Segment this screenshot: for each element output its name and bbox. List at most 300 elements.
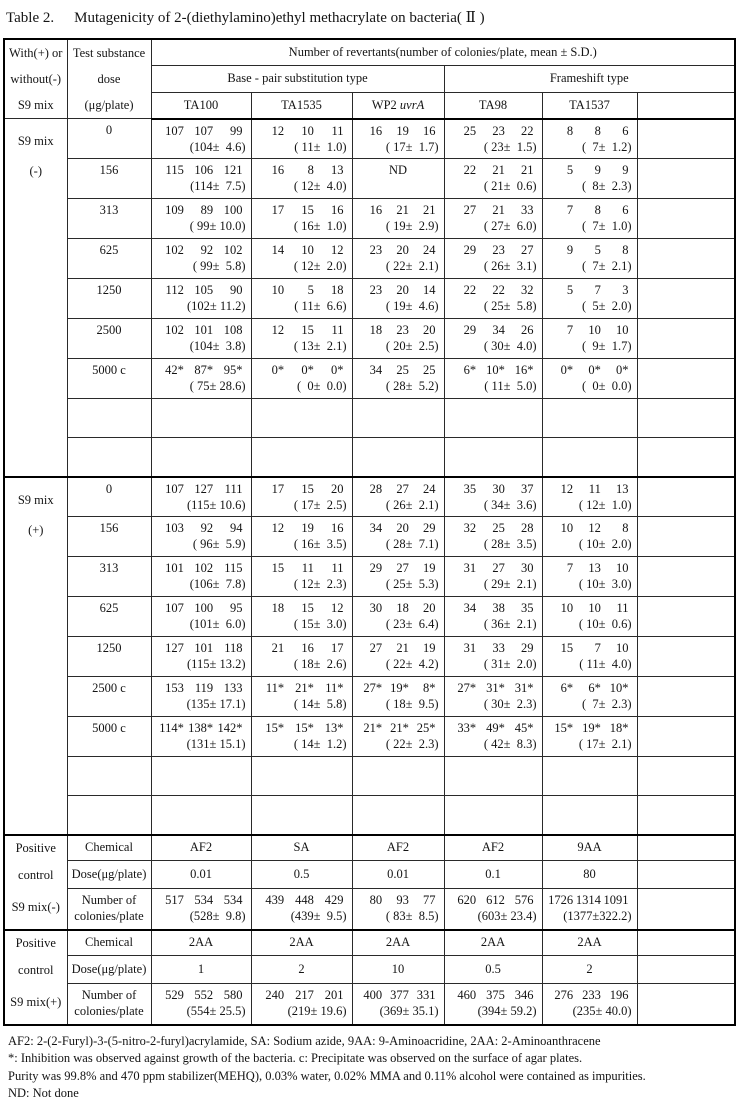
plate-counts	[445, 239, 542, 258]
plate-counts	[252, 637, 352, 656]
dose-value: 5000 c	[67, 359, 151, 399]
plate-counts	[445, 478, 542, 497]
result-cell	[352, 319, 444, 359]
plate-count: 8*	[423, 681, 436, 695]
plate-count: 27	[396, 481, 409, 496]
plate-count: 15	[271, 561, 285, 575]
mean-sd-value: ( 10± 0.6)	[578, 617, 632, 631]
empty-result-cell	[251, 796, 352, 835]
result-cell	[352, 477, 444, 517]
result-cell	[542, 279, 637, 319]
empty-cell	[637, 889, 735, 930]
empty-cell	[637, 477, 735, 517]
empty-cell	[637, 835, 735, 861]
plate-count: 30	[369, 601, 383, 615]
plate-count: 107	[165, 601, 184, 615]
empty-result-cell	[352, 796, 444, 835]
mean-sd-value: ( 99± 5.8)	[192, 259, 246, 273]
plate-count: 119	[194, 681, 214, 695]
footnote-purity: Purity was 99.8% and 470 ppm stabilizer(MEHQ), 0.03% water, 0.02% MMA and 0.11% alcohol were contained as impurities.	[8, 1068, 646, 1083]
plate-count: 1314	[575, 893, 601, 908]
plate-count: 8	[307, 163, 314, 177]
plate-count: 27*	[363, 681, 383, 695]
label-line: Number of	[81, 893, 137, 908]
plate-count: 22	[463, 283, 477, 297]
mutagenicity-table-body	[4, 39, 735, 1025]
plate-count: 15	[301, 203, 314, 217]
plate-counts	[353, 717, 444, 736]
result-cell	[151, 159, 251, 199]
plate-count: 22	[521, 123, 534, 138]
empty-result-cell	[444, 757, 542, 796]
plate-count: 102	[165, 243, 184, 257]
empty-cell	[637, 159, 735, 199]
plate-count: 80	[369, 893, 383, 908]
mean-sd-value: ( 17± 2.1)	[578, 737, 632, 751]
plate-count: 114*	[159, 721, 184, 735]
plate-count: 112	[165, 283, 184, 297]
mean-sd-value: ( 11± 4.0)	[579, 657, 632, 671]
empty-cell	[637, 119, 735, 159]
plate-count: 21	[521, 163, 534, 177]
mean-sd-value: ( 17± 2.5)	[293, 497, 347, 512]
mean-sd-value: ( 9± 1.7)	[581, 339, 632, 353]
empty-cell	[637, 955, 735, 984]
result-cell	[542, 677, 637, 717]
chemical-name: 2AA	[151, 930, 251, 956]
plate-counts	[445, 637, 542, 656]
mean-sd-value: ( 25± 5.3)	[385, 577, 439, 591]
empty-result-cell	[352, 757, 444, 796]
mean-sd-value: ( 11± 5.0)	[484, 379, 537, 393]
mean-sd-value: ( 12± 2.0)	[293, 259, 347, 273]
plate-count: 90	[229, 283, 243, 297]
plate-counts	[252, 120, 352, 139]
dose-value: 313	[67, 199, 151, 239]
plate-count: 21	[423, 203, 436, 217]
result-cell	[444, 159, 542, 199]
plate-count: 534	[194, 893, 214, 908]
plate-count: 33	[521, 203, 534, 217]
plate-count: 10	[301, 123, 314, 138]
result-cell	[444, 359, 542, 399]
plate-count: 18	[271, 601, 285, 615]
plate-count: 95*	[223, 363, 243, 377]
plate-counts	[152, 637, 251, 656]
positive-control-result-cell	[151, 984, 251, 1025]
result-cell	[151, 239, 251, 279]
mutagenicity-table	[3, 38, 736, 1026]
positive-control-result-cell	[251, 889, 352, 930]
plate-counts	[252, 279, 352, 298]
result-cell	[542, 717, 637, 757]
plate-counts	[152, 279, 251, 298]
plate-count: 276	[554, 988, 574, 1003]
result-cell	[352, 159, 444, 199]
mean-sd-value: ( 21± 0.6)	[483, 179, 537, 193]
section-label-line: S9 mix	[17, 134, 54, 148]
plate-count: 21	[492, 163, 505, 177]
plate-count: 11	[331, 323, 344, 337]
frameshift-header: Frameshift type	[444, 66, 735, 93]
plate-counts	[353, 637, 444, 656]
header-line: (μg/plate)	[84, 98, 134, 112]
plate-count: 0*	[560, 363, 574, 377]
result-cell	[444, 119, 542, 159]
mean-sd-value: ( 22± 2.3)	[385, 737, 439, 751]
chemical-name: 9AA	[542, 835, 637, 861]
mean-sd-value: (101± 6.0)	[189, 617, 246, 631]
plate-counts	[152, 199, 251, 218]
result-cell	[444, 517, 542, 557]
plate-count: 15	[301, 601, 314, 615]
plate-counts	[353, 199, 444, 218]
plate-count: 15*	[265, 721, 285, 735]
plate-count: 102	[165, 323, 184, 337]
plate-count: 576	[514, 893, 534, 908]
empty-result-cell	[251, 399, 352, 438]
plate-count: 24	[423, 243, 436, 257]
positive-control-label-line: control	[18, 867, 54, 882]
result-cell	[151, 557, 251, 597]
empty-result-cell	[444, 399, 542, 438]
plate-count: 27*	[457, 681, 477, 695]
empty-result-cell	[151, 796, 251, 835]
table-number-label: Table 2.	[6, 10, 55, 26]
plate-counts	[543, 557, 637, 576]
plate-count: 100	[194, 601, 214, 615]
empty-result-cell	[637, 796, 735, 835]
mean-sd-value: ( 8± 2.3)	[581, 179, 632, 193]
plate-count: 101	[194, 323, 214, 337]
result-cell	[542, 557, 637, 597]
plate-count: 12	[271, 323, 285, 337]
plate-count: 20	[396, 521, 409, 535]
dose-value: 625	[67, 239, 151, 279]
plate-counts	[445, 517, 542, 536]
mean-sd-value: ( 25± 5.8)	[483, 299, 537, 313]
plate-count: 127	[165, 641, 184, 655]
plate-count: 10	[588, 601, 601, 615]
label-line: Number of	[81, 988, 137, 1003]
plate-count: 33*	[457, 721, 477, 735]
mean-sd-value: ( 7± 1.0)	[581, 219, 632, 233]
footnote-abbreviations: AF2: 2-(2-Furyl)-3-(5-nitro-2-furyl)acrylamide, SA: Sodium azide, 9AA: 9-Aminoacridine, 2AA: 2-Aminoanthracene	[8, 1033, 601, 1048]
plate-counts	[543, 279, 637, 298]
mean-sd-value: ( 11± 6.6)	[294, 299, 347, 313]
header-line: S9 mix	[17, 98, 54, 112]
plate-count: 92	[200, 521, 214, 535]
plate-count: 99	[229, 123, 243, 138]
empty-result-cell	[251, 757, 352, 796]
plate-count: 620	[457, 893, 477, 908]
chemical-name: SA	[251, 835, 352, 861]
result-cell	[444, 199, 542, 239]
plate-count: 5	[307, 283, 314, 297]
mean-sd-value: (135± 17.1)	[186, 697, 246, 711]
plate-count: 109	[165, 203, 184, 217]
plate-counts	[543, 478, 637, 497]
plate-counts	[252, 478, 352, 497]
number-of-colonies-label	[67, 984, 151, 1025]
plate-count: 10	[271, 283, 285, 297]
table-title	[6, 8, 736, 27]
plate-count: 23	[369, 283, 383, 297]
empty-cell	[637, 677, 735, 717]
result-cell	[444, 319, 542, 359]
plate-count: 15*	[554, 721, 574, 735]
plate-count: 106	[194, 163, 214, 177]
plate-counts	[445, 359, 542, 378]
plate-counts	[353, 557, 444, 576]
label-line: colonies/plate	[74, 1004, 144, 1019]
plate-count: 24	[423, 481, 436, 496]
result-cell	[251, 477, 352, 517]
positive-control-result-cell	[151, 889, 251, 930]
plate-count: 21*	[363, 721, 383, 735]
empty-cell	[637, 930, 735, 956]
plate-counts	[252, 984, 352, 1003]
plate-count: 115	[224, 561, 243, 575]
dose-value: 313	[67, 557, 151, 597]
empty-result-cell	[542, 399, 637, 438]
chemical-name: AF2	[444, 835, 542, 861]
plate-count: 25	[492, 521, 505, 535]
plate-counts	[543, 120, 637, 139]
empty-result-cell	[251, 438, 352, 477]
plate-counts	[543, 319, 637, 338]
plate-count: 15*	[295, 721, 314, 735]
plate-count: 35	[463, 481, 477, 496]
plate-count: 11	[331, 561, 344, 575]
empty-dose-cell	[67, 399, 151, 438]
plate-counts	[152, 120, 251, 139]
plate-count: 448	[295, 893, 314, 908]
plate-count: 103	[165, 521, 184, 535]
plate-count: 0*	[271, 363, 285, 377]
mean-sd-value: ( 18± 2.6)	[293, 657, 347, 671]
mean-sd-value: (219± 19.6)	[287, 1004, 347, 1019]
plate-count: 0*	[588, 363, 601, 377]
plate-count: 6*	[588, 681, 601, 695]
plate-count: 529	[165, 988, 184, 1003]
empty-result-cell	[637, 399, 735, 438]
plate-count: 29	[521, 641, 534, 655]
plate-count: 16	[331, 521, 344, 535]
plate-count: 12	[560, 481, 574, 496]
mean-sd-value: ( 42± 8.3)	[483, 737, 537, 751]
plate-count: 6	[622, 203, 629, 217]
plate-count: 38	[492, 601, 505, 615]
plate-counts	[252, 517, 352, 536]
result-cell	[542, 517, 637, 557]
mean-sd-value: ( 96± 5.9)	[192, 537, 246, 551]
empty-cell	[637, 359, 735, 399]
plate-counts	[152, 557, 251, 576]
plate-count: 108	[223, 323, 243, 337]
empty-cell	[637, 860, 735, 889]
plate-count: 105	[194, 283, 214, 297]
result-cell	[352, 359, 444, 399]
plate-count: 16	[271, 163, 285, 177]
header-line: With(+) or	[9, 46, 63, 60]
chemical-dose: 1	[151, 955, 251, 984]
mean-sd-value: ( 23± 6.4)	[385, 617, 439, 631]
plate-count: 49*	[486, 721, 505, 735]
plate-counts	[445, 597, 542, 616]
footnotes	[8, 1033, 736, 1103]
plate-count: 15	[301, 481, 314, 496]
mean-sd-value: ( 16± 3.5)	[293, 537, 347, 551]
plate-count: 377	[390, 988, 409, 1003]
chemical-dose: 2	[542, 955, 637, 984]
plate-count: 16	[369, 203, 383, 217]
plate-count: 21*	[390, 721, 409, 735]
positive-control-label-minus	[4, 835, 67, 930]
positive-control-result-cell	[352, 984, 444, 1025]
empty-cell	[637, 637, 735, 677]
plate-counts	[252, 717, 352, 736]
result-cell	[251, 199, 352, 239]
mean-sd-value: (554± 25.5)	[186, 1004, 246, 1019]
plate-count: 10	[616, 323, 629, 337]
plate-counts	[353, 597, 444, 616]
chemical-name: 2AA	[444, 930, 542, 956]
plate-counts	[152, 597, 251, 616]
plate-count: 33	[492, 641, 505, 655]
plate-count: 0*	[331, 363, 344, 377]
plate-counts	[252, 557, 352, 576]
section-label-s9-plus	[4, 477, 67, 835]
plate-count: 23	[492, 123, 505, 138]
mean-sd-value: (115± 13.2)	[187, 657, 246, 671]
dose-value: 5000 c	[67, 717, 151, 757]
table-title-text: Mutagenicity of 2-(diethylamino)ethyl methacrylate on bacteria( Ⅱ )	[74, 10, 485, 26]
plate-counts	[252, 199, 352, 218]
plate-count: 27	[369, 641, 383, 655]
plate-count: 30	[521, 561, 534, 575]
result-cell	[251, 677, 352, 717]
s9-mix-column-header	[4, 39, 67, 119]
mean-sd-value: ( 26± 2.1)	[385, 497, 439, 512]
plate-counts	[152, 517, 251, 536]
plate-count: 28	[369, 481, 383, 496]
label-line: colonies/plate	[74, 909, 144, 924]
chemical-row-label: Chemical	[67, 930, 151, 956]
empty-cell	[637, 597, 735, 637]
plate-count: 19	[396, 123, 409, 138]
result-cell	[151, 199, 251, 239]
plate-count: 580	[223, 988, 243, 1003]
plate-count: 6*	[560, 681, 574, 695]
dose-value: 1250	[67, 279, 151, 319]
plate-count: 13	[331, 163, 344, 177]
plate-count: 29	[463, 323, 477, 337]
plate-count: 138*	[188, 721, 214, 735]
section-label-line: S9 mix	[17, 492, 54, 507]
result-cell	[352, 637, 444, 677]
positive-control-result-cell	[251, 984, 352, 1025]
result-cell	[151, 119, 251, 159]
plate-counts	[353, 279, 444, 298]
result-cell	[542, 199, 637, 239]
empty-result-cell	[444, 438, 542, 477]
plate-count: 400	[363, 988, 383, 1003]
plate-count: 12	[271, 521, 285, 535]
result-cell	[251, 517, 352, 557]
plate-count: 8	[622, 521, 629, 535]
plate-count: 32	[521, 283, 534, 297]
positive-control-result-cell	[352, 889, 444, 930]
plate-count: 10	[616, 641, 629, 655]
chemical-dose: 0.5	[251, 860, 352, 889]
empty-result-cell	[637, 438, 735, 477]
plate-count: 11	[331, 123, 344, 138]
plate-count: 107	[194, 123, 214, 138]
plate-count: 118	[224, 641, 243, 655]
result-cell	[251, 637, 352, 677]
plate-count: 5	[566, 283, 574, 297]
result-cell	[444, 637, 542, 677]
mean-sd-value: ( 75± 28.6)	[189, 379, 246, 393]
result-cell	[352, 717, 444, 757]
plate-counts	[543, 677, 637, 696]
result-cell	[352, 677, 444, 717]
mean-sd-value: (114± 7.5)	[190, 179, 246, 193]
result-cell	[542, 597, 637, 637]
result-cell	[444, 239, 542, 279]
result-cell	[542, 239, 637, 279]
empty-cell	[637, 557, 735, 597]
plate-count: 331	[416, 988, 436, 1003]
mean-sd-value: ( 10± 3.0)	[578, 577, 632, 591]
plate-counts	[152, 239, 251, 258]
plate-counts	[543, 239, 637, 258]
mean-sd-value: ( 31± 2.0)	[483, 657, 537, 671]
plate-count: 17	[271, 203, 285, 217]
plate-count: 45*	[514, 721, 534, 735]
result-cell	[352, 239, 444, 279]
mean-sd-value: (439± 9.5)	[290, 909, 347, 924]
plate-count: 439	[265, 893, 285, 908]
result-cell	[251, 597, 352, 637]
plate-counts	[543, 359, 637, 378]
positive-control-label-line: control	[18, 962, 54, 977]
strain-gene-italic: uvrA	[396, 97, 425, 112]
result-cell	[251, 279, 352, 319]
plate-counts	[252, 159, 352, 178]
result-cell	[251, 119, 352, 159]
result-cell	[352, 119, 444, 159]
positive-control-label-line: Positive	[15, 840, 56, 855]
header-line: without(-)	[10, 72, 62, 86]
dose-column-header	[67, 39, 151, 119]
plate-counts	[353, 319, 444, 338]
empty-cell	[637, 199, 735, 239]
mean-sd-value: (131± 15.1)	[186, 737, 246, 751]
plate-count: 11*	[325, 681, 344, 695]
plate-count: 22	[463, 163, 477, 177]
result-cell	[444, 279, 542, 319]
plate-count: 102	[194, 561, 214, 575]
plate-counts	[543, 159, 637, 178]
plate-count: 29	[423, 521, 436, 535]
plate-count: 31	[463, 641, 477, 655]
dose-value: 156	[67, 159, 151, 199]
empty-result-cell	[352, 399, 444, 438]
plate-count: 142*	[217, 721, 243, 735]
plate-counts	[152, 478, 251, 497]
